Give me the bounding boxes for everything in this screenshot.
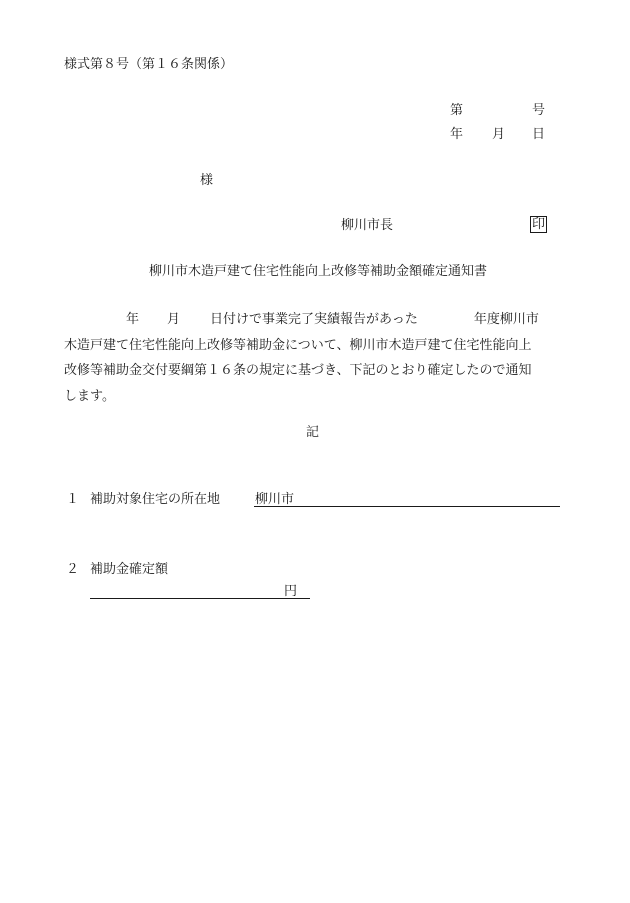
item-1-label: 補助対象住宅の所在地 (90, 492, 221, 507)
body-line-4: します。 (64, 388, 115, 404)
body-line-3: 改修等補助金交付要綱第１６条の規定に基づき、下記のとおり確定したので通知 (64, 363, 532, 378)
item-1-value: 柳川市 (255, 492, 295, 507)
body-year-label: 年 (126, 312, 140, 327)
body-fiscal-year-text: 年度柳川市 (473, 312, 539, 327)
document-number-label: 第 (450, 103, 464, 118)
ki-heading: 記 (306, 425, 320, 440)
item-1-underline (254, 506, 560, 507)
form-number: 様式第８号（第１６条関係） (64, 57, 234, 72)
date-month-label: 月 (492, 127, 506, 142)
body-paragraph (64, 307, 564, 409)
item-2-unit: 円 (284, 584, 298, 599)
seal-mark: 印 (532, 217, 546, 232)
item-2-number: ２ (66, 562, 80, 577)
body-line-1-text: 日付けで事業完了実績報告があった (210, 312, 418, 327)
date-year-label: 年 (450, 127, 464, 142)
item-1-number: １ (66, 492, 80, 507)
addressee-honorific: 様 (200, 173, 214, 188)
item-2-underline (90, 598, 310, 599)
body-line-1 (64, 307, 564, 333)
body-line-2: 木造戸建て住宅性能向上改修等補助金について、柳川市木造戸建て住宅性能向上 (64, 337, 532, 353)
document-number-suffix: 号 (532, 103, 546, 118)
body-month-label: 月 (167, 312, 181, 327)
issuer-name: 柳川市長 (341, 218, 394, 233)
date-day-label: 日 (532, 127, 546, 142)
document-title (0, 265, 630, 278)
document-title-text: 柳川市木造戸建て住宅性能向上改修等補助金額確定通知書 (148, 264, 487, 279)
item-2-label: 補助金確定額 (90, 562, 169, 577)
